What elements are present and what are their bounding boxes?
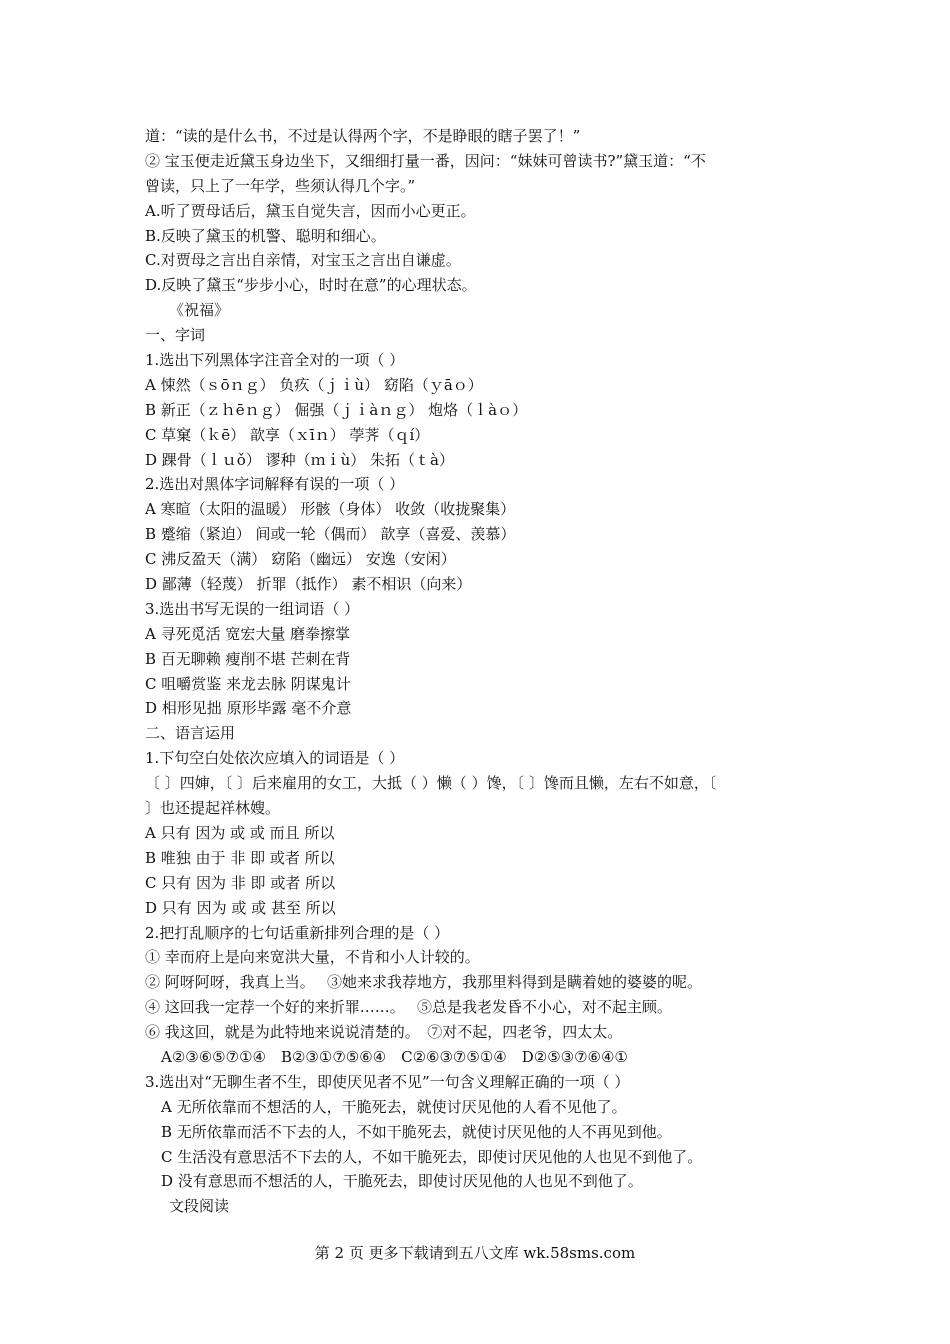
text-line: ② 宝玉便走近黛玉身边坐下，又细细打量一番，因问：“妹妹可曾读书?”黛玉道：“不	[145, 151, 706, 170]
text-line: A 寒暄（太阳的温暖） 形骸（身体） 收敛（收拢聚集）	[145, 500, 516, 519]
text-line: 道：“读的是什么书，不过是认得两个字，不是睁眼的瞎子罢了！”	[145, 127, 581, 145]
text-line: C 咀嚼赏鉴 来龙去脉 阴谋鬼计	[145, 674, 351, 693]
text-line: 二、语言运用	[145, 724, 236, 743]
text-line: C 只有 因为 非 即 或者 所以	[145, 873, 336, 892]
text-line: 3.选出对“无聊生者不生，即使厌见者不见”一句含义理解正确的一项（ ）	[145, 1072, 630, 1091]
text-line: 1.选出下列黑体字注音全对的一项（ ）	[145, 351, 405, 370]
text-line: B 蹙缩（紧迫） 间或一轮（偶而） 歆享（喜爱、羡慕）	[145, 525, 516, 544]
text-line: A②③⑥⑤⑦①④ B②③①⑦⑤⑥④ C②⑥③⑦⑤①④ D②⑤③⑦⑥④①	[161, 1047, 628, 1066]
text-line: B.反映了黛玉的机警、聪明和细心。	[145, 226, 386, 245]
text-line: 曾读，只上了一年学，些须认得几个字。”	[145, 176, 416, 195]
text-line: 一、字词	[145, 326, 206, 345]
text-line: D 踝骨（ｌｕǒ） 谬种（ｍｉù） 朱拓（ｔà）	[145, 450, 454, 469]
text-line: A 无所依靠而不想活的人，干脆死去，就使讨厌见他的人看不见他了。	[161, 1097, 627, 1116]
text-line: C 沸反盈天（满） 窈陷（幽远） 安逸（安闲）	[145, 550, 456, 569]
text-line: B 唯独 由于 非 即 或者 所以	[145, 848, 335, 867]
text-line: A.听了贾母话后，黛玉自觉失言，因而小心更正。	[145, 201, 476, 220]
text-line: B 新正（ｚｈēｎｇ） 倔强（ｊｉàｎｇ） 炮烙（ｌàｏ）	[145, 400, 528, 419]
text-line: D 没有意思而不想活的人，干脆死去，即使讨厌见他的人也见不到他了。	[161, 1172, 643, 1191]
text-line: B 百无聊赖 瘦削不堪 芒刺在背	[145, 649, 351, 668]
text-line: A 只有 因为 或 或 而且 所以	[145, 823, 335, 842]
text-line: D 相形见拙 原形毕露 毫不介意	[145, 699, 352, 718]
text-line: 2.把打乱顺序的七句话重新排列合理的是（ ）	[145, 923, 450, 942]
text-line: ⑥ 我这回，就是为此特地来说说清楚的。 ⑦对不起，四老爷，四太太。	[145, 1023, 623, 1042]
document-body	[145, 124, 815, 1219]
text-line: ① 幸而府上是向来宽洪大量，不肯和小人计较的。	[145, 948, 480, 967]
text-line: ② 阿呀阿呀，我真上当。 ③她来求我荐地方，我那里料得到是瞒着她的婆婆的呢。	[145, 973, 703, 992]
text-line: C 生活没有意思活不下去的人，不如干脆死去，即使讨厌见他的人也见不到他了。	[161, 1147, 703, 1166]
text-line: ④ 这回我一定荐一个好的来折罪……。 ⑤总是我老发昏不小心，对不起主顾。	[145, 998, 673, 1017]
text-line: 3.选出书写无误的一组词语（ ）	[145, 599, 360, 618]
text-line: C.对贾母之言出自亲情，对宝玉之言出自谦虚。	[145, 251, 461, 270]
text-line: 《祝福》	[169, 301, 230, 320]
text-line: A 寻死觅活 宽宏大量 磨拳擦掌	[145, 624, 351, 643]
text-line: 〔 〕四婶，〔 〕后来雇用的女工，大抵（ ）懒（ ）馋，〔 〕馋而且懒，左右不如意，〔	[145, 774, 717, 793]
text-line: D.反映了黛玉“步步小心，时时在意”的心理状态。	[145, 276, 477, 295]
text-line: B 无所依靠而活不下去的人，不如干脆死去，就使讨厌见他的人不再见到他。	[161, 1122, 672, 1141]
text-line: A 悚然（ｓōｎｇ） 负疚（ｊｉù） 窈陷（ｙāｏ）	[145, 375, 483, 394]
page-footer: 第 2 页 更多下载请到五八文库 wk.58sms.com	[314, 1244, 636, 1262]
text-line: 文段阅读	[169, 1197, 230, 1216]
text-line: C 草窠（ｋē） 歆享（ｘīｎ） 荸荠（ｑí）	[145, 425, 430, 444]
text-line: 2.选出对黑体字词解释有误的一项（ ）	[145, 475, 405, 494]
text-line: 〕也还提起祥林嫂。	[145, 799, 281, 818]
text-line: D 鄙薄（轻蔑） 折罪（抵作） 素不相识（向来）	[145, 575, 472, 594]
text-line: 1.下句空白处依次应填入的词语是（ ）	[145, 749, 405, 768]
text-line: D 只有 因为 或 或 甚至 所以	[145, 898, 336, 917]
